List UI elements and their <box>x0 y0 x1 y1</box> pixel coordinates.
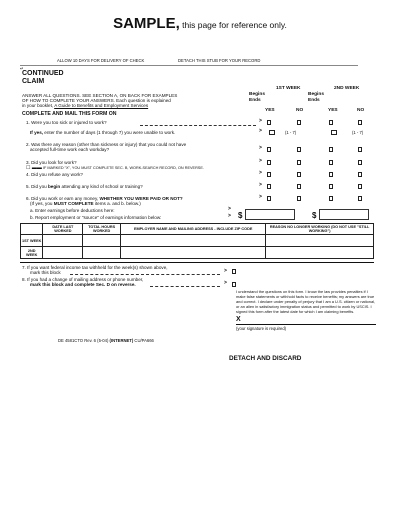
week2-currency-sign: $ <box>312 211 317 220</box>
question-1: 1. Were you too sick or injured to work? <box>26 120 107 125</box>
col-date-last-worked: DATE LAST WORKED <box>43 224 83 235</box>
col-total-hours: TOTAL HOURS WORKED <box>83 224 121 235</box>
q3-week1-yes-checkbox[interactable] <box>267 160 271 165</box>
cell-input[interactable] <box>121 247 266 259</box>
instructions-line3 <box>22 103 148 108</box>
leader-dashes <box>140 125 256 126</box>
q2-week2-no-checkbox[interactable] <box>358 147 362 152</box>
cell-input[interactable] <box>43 235 83 247</box>
week1-yes: YES <box>265 108 275 113</box>
question-3: 3. Did you look for work? <box>26 160 77 165</box>
arrow-icon: > <box>259 194 262 200</box>
arrow-icon: > <box>224 280 227 286</box>
sample-rest: this page for reference only. <box>179 20 287 30</box>
instructions-line3-text: in your booklet, <box>22 103 54 108</box>
arrow-icon: > <box>259 158 262 164</box>
week1-begins: Begins <box>249 92 265 97</box>
q3-week2-yes-checkbox[interactable] <box>329 160 333 165</box>
question-1-followup <box>30 130 175 135</box>
week2-ends: Ends <box>308 98 320 103</box>
q5-week1-yes-checkbox[interactable] <box>267 184 271 189</box>
signature-line[interactable] <box>236 324 376 325</box>
q1-week1-yes-checkbox[interactable] <box>267 120 271 125</box>
arrow-icon: > <box>228 206 231 212</box>
tax-withholding-checkbox[interactable] <box>232 269 236 274</box>
week2-header: 2ND WEEK <box>334 86 360 91</box>
q2-week1-no-checkbox[interactable] <box>297 147 301 152</box>
arrow-icon: > <box>224 268 227 274</box>
question-7-line2: mark this block <box>30 270 61 275</box>
q1-week1-range: (1 - 7) <box>285 130 297 135</box>
question-6b: b. Report employment or "source" of earnings information below: <box>30 215 162 220</box>
col-reason: REASON NO LONGER WORKING (DO NOT USE "STILL WORKING") <box>266 224 374 235</box>
q6-week1-yes-checkbox[interactable] <box>267 196 271 201</box>
detach-discard-label: DETACH AND DISCARD <box>229 355 302 362</box>
week2-begins: Begins <box>308 92 324 97</box>
q4-week1-yes-checkbox[interactable] <box>267 172 271 177</box>
q1-week2-days-field[interactable] <box>331 130 337 135</box>
instructions-line1: ANSWER ALL QUESTIONS. SEE SECTION A, ON BACK FOR EXAMPLES <box>22 93 178 98</box>
week2-yes: YES <box>328 108 338 113</box>
q5-week1-no-checkbox[interactable] <box>297 184 301 189</box>
sample-bold: SAMPLE, <box>113 15 180 32</box>
q5-bold: begin <box>47 184 61 189</box>
cell-input[interactable] <box>83 247 121 259</box>
delivery-note: ALLOW 10 DAYS FOR DELIVERY OF CHECK <box>57 58 145 63</box>
arrow-icon: > <box>259 170 262 176</box>
stub-arrow-icon: ↵ <box>20 66 24 71</box>
q5-week2-no-checkbox[interactable] <box>358 184 362 189</box>
instructions-line2: OF HOW TO COMPLETE YOUR ANSWERS. Each question is explained <box>22 98 171 103</box>
form-id-post: CU/PA666 <box>133 338 154 343</box>
leader-dashes <box>150 286 220 287</box>
table-corner <box>21 224 43 235</box>
cell-input[interactable] <box>121 235 266 247</box>
certification-text: I understand the questions on this form. I know the law provides penalties if I make false statements or withhold facts to receive benefits; my answers are true and correct. I declare under penalty of perjury that I am a U.S. citizen or national, or an alien in satisfactory immigration status and permitted to work by USCIS. I signed this form after the latest date for which I am claiming benefits. <box>236 289 376 314</box>
q1-followup-text: enter the number of days (1 through 7) you were unable to work. <box>43 130 176 135</box>
q6-pre: 6. Did you work or earn any money, <box>26 196 100 201</box>
q2-week1-yes-checkbox[interactable] <box>267 147 271 152</box>
signature-caption: (your signature is required) <box>236 326 287 331</box>
q1-week2-range: (1 - 7) <box>352 130 364 135</box>
q1-week1-no-checkbox[interactable] <box>297 120 301 125</box>
question-4: 4. Did you refuse any work? <box>26 172 83 177</box>
week1-header: 1ST WEEK <box>276 86 301 91</box>
earnings-table <box>20 223 374 259</box>
week1-ends: Ends <box>249 98 261 103</box>
detach-stub-note: DETACH THIS STUB FOR YOUR RECORD <box>178 58 261 63</box>
col-employer: EMPLOYER NAME AND MAILING ADDRESS - INCLUDE ZIP CODE <box>121 224 266 235</box>
q6-week2-yes-checkbox[interactable] <box>329 196 333 201</box>
row-label-week2: 2ND WEEK <box>21 247 43 259</box>
q6-line2-post: items a. and b. below.) <box>93 201 141 206</box>
week1-currency-sign: $ <box>238 211 243 220</box>
form-id-pre: DE 4581CTO Rev. 6 (5-04) <box>58 338 110 343</box>
q6-bold: WHETHER YOU WERE PAID OR NOT? <box>99 196 183 201</box>
form-id-bold: (INTERNET) <box>109 338 134 343</box>
q4-week2-no-checkbox[interactable] <box>358 172 362 177</box>
arrow-icon: > <box>259 182 262 188</box>
q1-if-yes: If yes, <box>30 130 44 135</box>
q1-week2-yes-checkbox[interactable] <box>329 120 333 125</box>
week1-earnings-field[interactable] <box>245 209 295 220</box>
q5-post: attending any kind of school or training? <box>60 184 143 189</box>
week1-no: NO <box>296 108 304 113</box>
row-label-week1: 1ST WEEK <box>21 235 43 247</box>
question-8-line1: 8. If you had a change of mailing address or phone number, <box>22 277 144 282</box>
sample-banner <box>0 15 400 33</box>
week2-earnings-field[interactable] <box>319 209 369 220</box>
table-row <box>21 247 374 259</box>
q4-week2-yes-checkbox[interactable] <box>329 172 333 177</box>
q5-week2-yes-checkbox[interactable] <box>329 184 333 189</box>
q1-week1-days-field[interactable] <box>269 130 275 135</box>
stub-perforation <box>20 65 358 66</box>
question-7-line1: 7. If you want federal income tax withheld for the week(s) shown above, <box>22 265 168 270</box>
signature-mark: X <box>236 316 241 323</box>
q6-week2-no-checkbox[interactable] <box>358 196 362 201</box>
q2-week2-yes-checkbox[interactable] <box>329 147 333 152</box>
q3-week1-no-checkbox[interactable] <box>297 160 301 165</box>
q4-week1-no-checkbox[interactable] <box>297 172 301 177</box>
address-change-checkbox[interactable] <box>232 282 236 287</box>
cell-input[interactable] <box>266 247 374 259</box>
mail-heading: COMPLETE AND MAIL THIS FORM ON <box>22 111 117 117</box>
cell-input[interactable] <box>83 235 121 247</box>
q6-line2-bold: MUST COMPLETE <box>53 201 94 206</box>
q6-week1-no-checkbox[interactable] <box>297 196 301 201</box>
q6-line2-pre: (If yes, you <box>30 201 54 206</box>
cell-input[interactable] <box>266 235 374 247</box>
q3-week2-no-checkbox[interactable] <box>358 160 362 165</box>
question-6-line2 <box>30 201 141 206</box>
arrow-icon: > <box>259 128 262 134</box>
question-2-line2: accepted full-time work each workday? <box>30 147 110 152</box>
form-title-line2: CLAIM <box>22 78 45 85</box>
cell-input[interactable] <box>43 247 83 259</box>
question-3-note: ☐ ▬▬ IF MARKED "X", YOU MUST COMPLETE SEC. B, WORK-SEARCH RECORD, ON REVERSE. <box>26 165 204 171</box>
q3-note-text: IF MARKED "X", YOU MUST COMPLETE SEC. B, WORK-SEARCH RECORD, ON REVERSE. <box>42 166 204 170</box>
leader-dashes <box>70 274 220 275</box>
arrow-icon: > <box>259 145 262 151</box>
table-row <box>21 235 374 247</box>
week2-no: NO <box>357 108 365 113</box>
question-2-line1: 2. Was there any reason (other than sickness or injury) that you could not have <box>26 142 187 147</box>
question-5 <box>26 184 143 189</box>
question-8-line2: mark this block and complete Sec. D on reverse. <box>30 282 136 287</box>
form-id <box>58 338 154 343</box>
arrow-icon: > <box>259 118 262 124</box>
q5-pre: 5. Did you <box>26 184 48 189</box>
booklet-title: A Guide to Benefits and Employment Services <box>54 103 149 108</box>
arrow-icon: > <box>228 213 231 219</box>
question-6a: a. Enter earnings before deductions here: <box>30 208 115 213</box>
form-title-line1: CONTINUED <box>22 70 64 77</box>
q1-week2-no-checkbox[interactable] <box>358 120 362 125</box>
section-divider <box>20 262 374 263</box>
